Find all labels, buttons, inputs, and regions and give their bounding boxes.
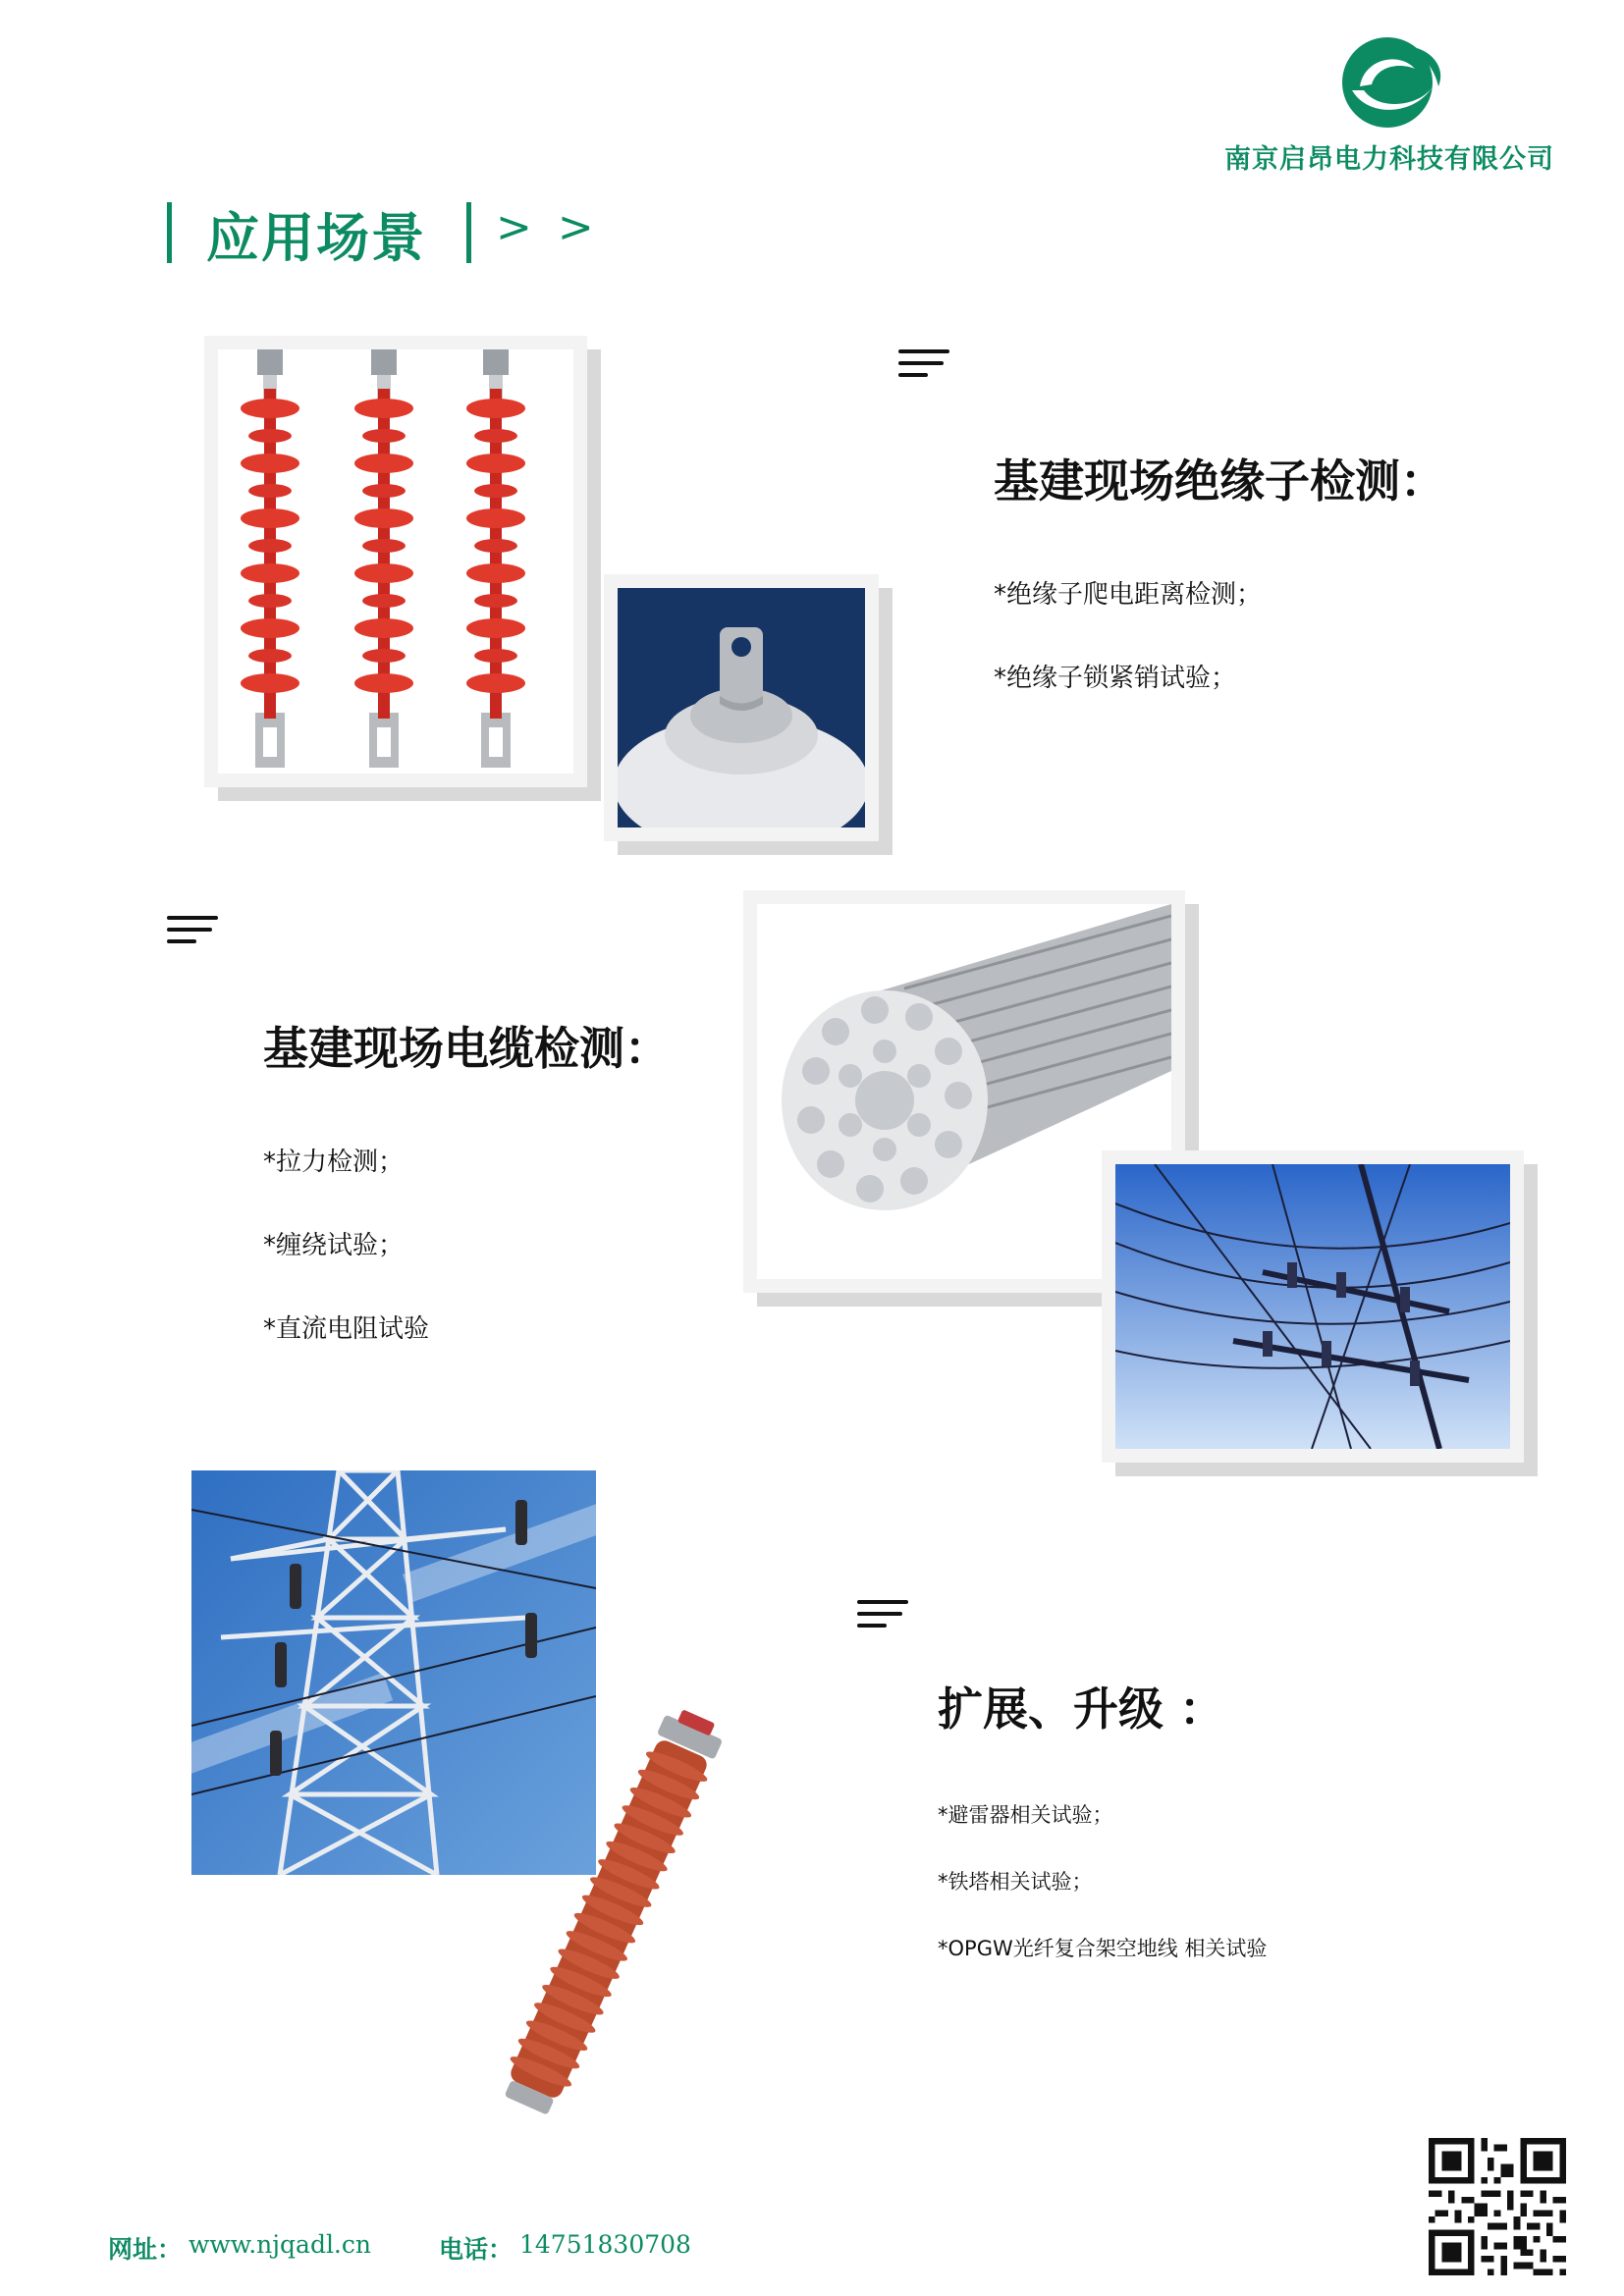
cable-item-3: *直流电阻试验 [263,1314,430,1344]
upgrade-heading: 扩展、升级 ： [938,1682,1225,1735]
upgrade-item-3: *OPGW光纤复合架空地线 相关试验 [938,1937,1268,1960]
menu-lines-icon [167,916,218,945]
cable-item-1: *拉力检测； [263,1148,405,1177]
power-lines-image [1115,1164,1510,1449]
surge-arrester-image [471,1703,746,2135]
insulator-photo-frame [204,336,587,787]
section-title: 应用场景 [206,207,426,269]
cable-heading: 基建现场电缆检测： [263,1022,670,1075]
insulator-item-2: *绝缘子锁紧销试验； [994,664,1237,693]
power-lines-photo-frame [1102,1150,1524,1463]
disc-insulator-photo-frame [604,574,879,841]
red-insulators-image [218,349,573,774]
menu-lines-icon [898,349,949,379]
phone-number: 14751830708 [519,2230,691,2259]
company-logo [1203,29,1576,177]
upgrade-item-1: *避雷器相关试验； [938,1803,1113,1827]
qr-code-icon [1429,2138,1566,2275]
website-label: 网址： [108,2235,183,2264]
insulator-heading: 基建现场绝缘子检测： [994,454,1445,507]
title-bar-left [167,202,172,263]
menu-lines-icon [857,1600,908,1629]
surge-arrester-photo [471,1703,746,2135]
section-arrows: > > [496,202,600,252]
phone-label: 电话： [439,2235,514,2264]
company-name: 南京启昂电力科技有限公司 [1224,144,1554,175]
cable-item-2: *缠绕试验； [263,1231,405,1260]
website-link[interactable]: www.njqadl.cn [189,2230,371,2259]
disc-insulator-image [618,588,865,828]
title-bar-right [466,202,471,263]
upgrade-item-2: *铁塔相关试验； [938,1870,1093,1894]
qr-code [1429,2138,1566,2275]
insulator-item-1: *绝缘子爬电距离检测； [994,580,1263,610]
company-logo-icon [1330,29,1448,135]
